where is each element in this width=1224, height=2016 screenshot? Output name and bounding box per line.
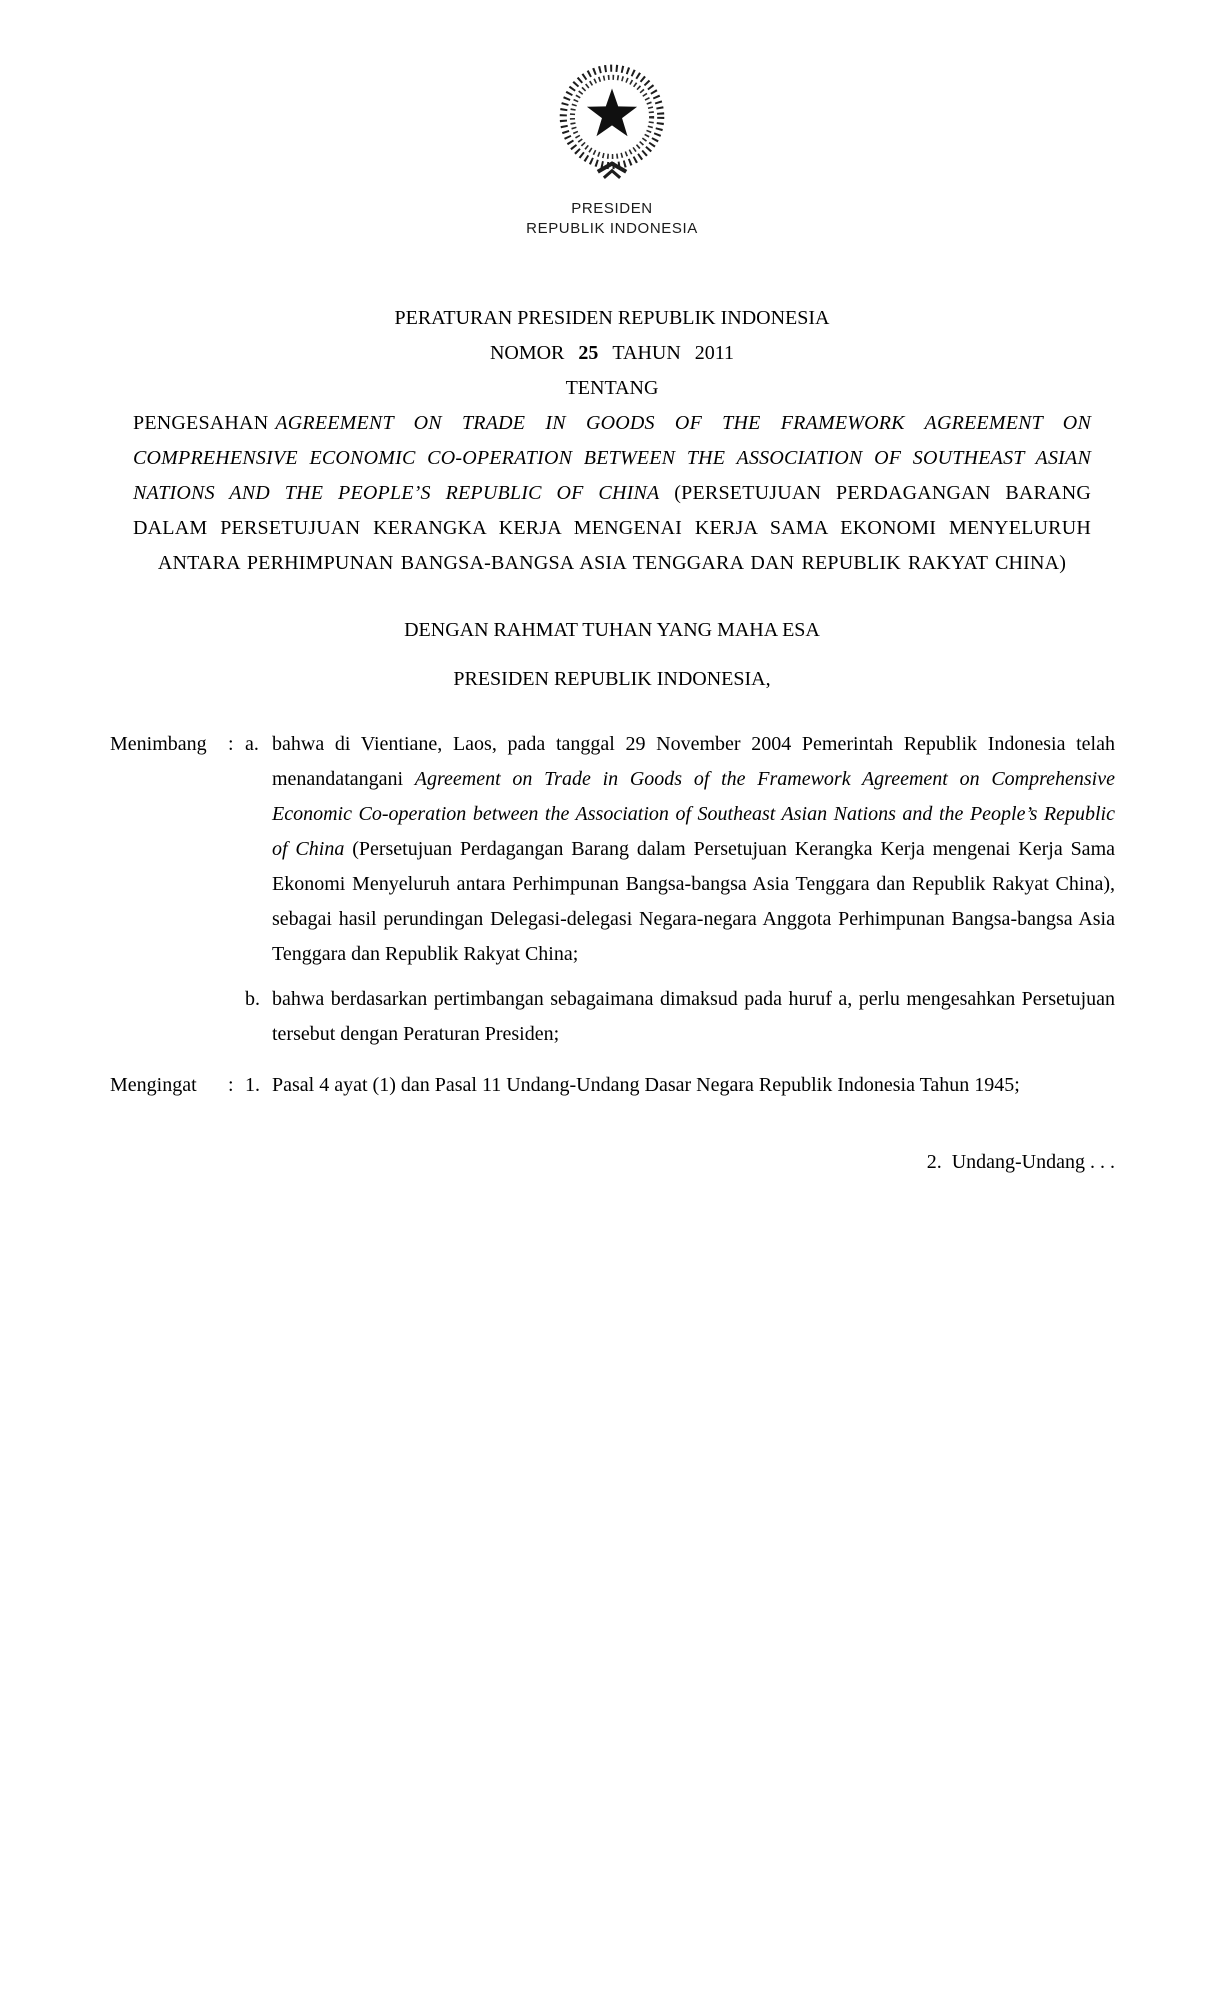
issuer-line: PRESIDEN REPUBLIK INDONESIA, (453, 668, 771, 690)
clause-mengingat (110, 1068, 1115, 1103)
letterhead-title: PRESIDEN (571, 200, 653, 217)
clause-colon: : (228, 733, 234, 755)
invocation-line: DENGAN RAHMAT TUHAN YANG MAHA ESA (404, 619, 820, 641)
subject-english-title: AGREEMENT ON TRADE IN GOODS OF THE FRAMEWORK AGREEMENT ON COMPREHENSIVE ECONOMIC CO-OPERATION BETWEEN THE ASSOCIATION OF SOUTHEAST ASIAN NATIONS AND THE PEOPLE’S REPUBLIC OF CHINA (133, 412, 1091, 504)
list-item (245, 982, 1115, 1052)
clause-label: Mengingat (110, 1074, 197, 1096)
presidential-seal-icon (551, 56, 673, 190)
nomor-label: NOMOR (489, 342, 565, 364)
clause-items (245, 727, 1115, 1052)
item-text-before: bahwa berdasarkan pertimbangan sebagaimana dimaksud pada huruf a, perlu mengesahkan Persetujuan tersebut dengan Peraturan Presiden; (272, 988, 1115, 1045)
regulation-body (0, 727, 1224, 1103)
regulation-title: PERATURAN PRESIDEN REPUBLIK INDONESIA (394, 307, 830, 329)
document-title-block (0, 301, 1224, 581)
item-text-before: bahwa di Vientiane, Laos, pada tanggal 29 November 2004 Pemerintah Republik Indonesia telah menandatangani (272, 733, 1115, 790)
clause-items (245, 1068, 1115, 1103)
regulation-subject (133, 406, 1091, 581)
clause-colon: : (228, 1074, 234, 1096)
item-text (272, 982, 1115, 1052)
invocation-block (0, 613, 1224, 697)
item-text-after: (Persetujuan Perdagangan Barang dalam Persetujuan Kerangka Kerja mengenai Kerja Sama Ekonomi Menyeluruh antara Perhimpunan Bangsa-bangsa Asia Tenggara dan Republik Rakyat China), sebagai hasil perundingan Delegasi-delegasi Negara-negara Anggota Perhimpunan Bangsa-bangsa Asia Tenggara dan Republik Rakyat China; (272, 838, 1115, 965)
item-marker: 1. (245, 1074, 260, 1096)
item-text-italic: Agreement on Trade in Goods of the Framework Agreement on Comprehensive Economic Co-operation between the Association of Southeast Asian Nations and the People’s Republic of China (272, 768, 1115, 860)
regulation-number-line (0, 336, 1224, 371)
subject-indonesian-title: (PERSETUJUAN PERDAGANGAN BARANG DALAM PERSETUJUAN KERANGKA KERJA MENGENAI KERJA SAMA EKONOMI MENYELURUH ANTARA PERHIMPUNAN BANGSA-BANGSA ASIA TENGGARA DAN REPUBLIK RAKYAT CHINA) (133, 482, 1091, 574)
item-marker: a. (245, 733, 259, 755)
list-item (245, 1068, 1115, 1103)
list-item (245, 727, 1115, 972)
clause-menimbang (110, 727, 1115, 1052)
item-marker: b. (245, 988, 260, 1010)
item-text (272, 727, 1115, 972)
tahun-label: TAHUN (612, 342, 681, 364)
subject-prefix: PENGESAHAN (133, 412, 269, 434)
tahun-value: 2011 (694, 342, 735, 364)
nomor-value: 25 (578, 342, 599, 364)
clause-label: Menimbang (110, 733, 207, 755)
item-text: Pasal 4 ayat (1) dan Pasal 11 Undang-Undang Dasar Negara Republik Indonesia Tahun 1945; (272, 1074, 1020, 1096)
letterhead-subtitle: REPUBLIK INDONESIA (526, 220, 698, 237)
letterhead (0, 0, 1224, 239)
page-catchword: 2. Undang-Undang . . . (926, 1151, 1115, 1173)
tentang-label: TENTANG (565, 377, 659, 399)
